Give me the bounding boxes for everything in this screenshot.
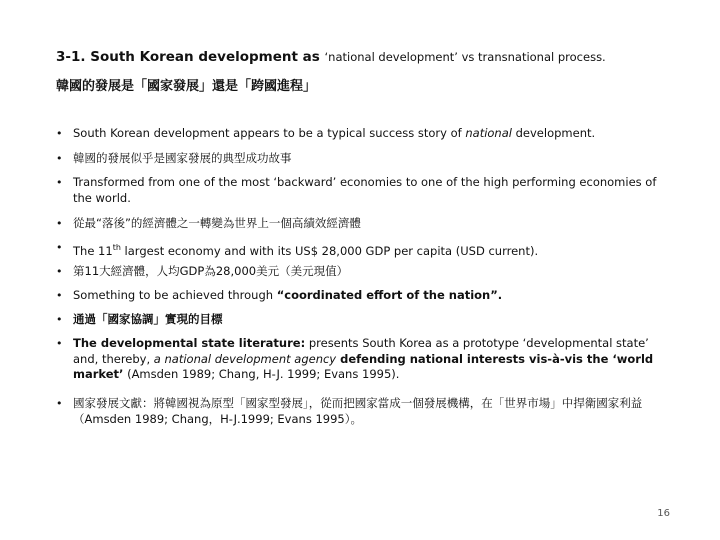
bullet-item: • 從最“落後”的經濟體之一轉變為世界上一個高績效經濟體	[56, 216, 361, 230]
slide-title-english	[56, 48, 676, 66]
bullet-item: • 國家發展文獻：將韓國視為原型「國家型發展」，從而把國家當成一個發展機構，在「世界市場」中捍衛國家利益（Amsden 1989; Chang，H-J.1999; Evans 1995）。	[56, 396, 643, 426]
slide-title-chinese: 韓國的發展是「國家發展」還是「跨國進程」	[56, 79, 317, 94]
title-main: 3-1. South Korean development as	[56, 49, 325, 65]
bullet-dot: •	[56, 217, 63, 230]
bullet-item: • Transformed from one of the most ‘backward’ economies to one of the high performing economies of the world.	[56, 175, 657, 205]
bullet-item: • The developmental state literature: presents South Korea as a prototype ‘developmental state’ and, thereby, a national development agency defending national interests vis-à-vis the ‘world market’ (Amsden 1989; Chang, H-J. 1999; Evans 1995).	[56, 336, 654, 381]
bullet-dot: •	[56, 337, 63, 350]
title-subtitle: ‘national development’ vs transnational process.	[324, 50, 606, 64]
bullet-item: • South Korean development appears to be a typical success story of national development.	[56, 126, 596, 140]
bullet-dot: •	[56, 127, 63, 140]
bullet-dot: •	[56, 289, 63, 302]
bullet-dot: •	[56, 313, 63, 326]
bullet-item: • The 11th largest economy and with its US$ 28,000 GDP per capita (USD current).	[56, 241, 539, 258]
bullet-dot: •	[56, 265, 63, 278]
page-number: 16	[657, 508, 670, 519]
bullet-item: • 韓國的發展似乎是國家發展的典型成功故事	[56, 151, 292, 165]
bullet-dot: •	[56, 397, 63, 410]
bullet-item: • 通過「國家協調」實現的目標	[56, 312, 223, 326]
bullet-item: • 第11大經濟體，人均GDP為28,000美元（美元現值）	[56, 264, 349, 278]
bullet-dot: •	[56, 176, 63, 189]
bullet-item: • Something to be achieved through “coordinated effort of the nation”.	[56, 288, 503, 302]
bullet-dot: •	[56, 152, 63, 165]
bullet-dot: •	[56, 241, 63, 254]
